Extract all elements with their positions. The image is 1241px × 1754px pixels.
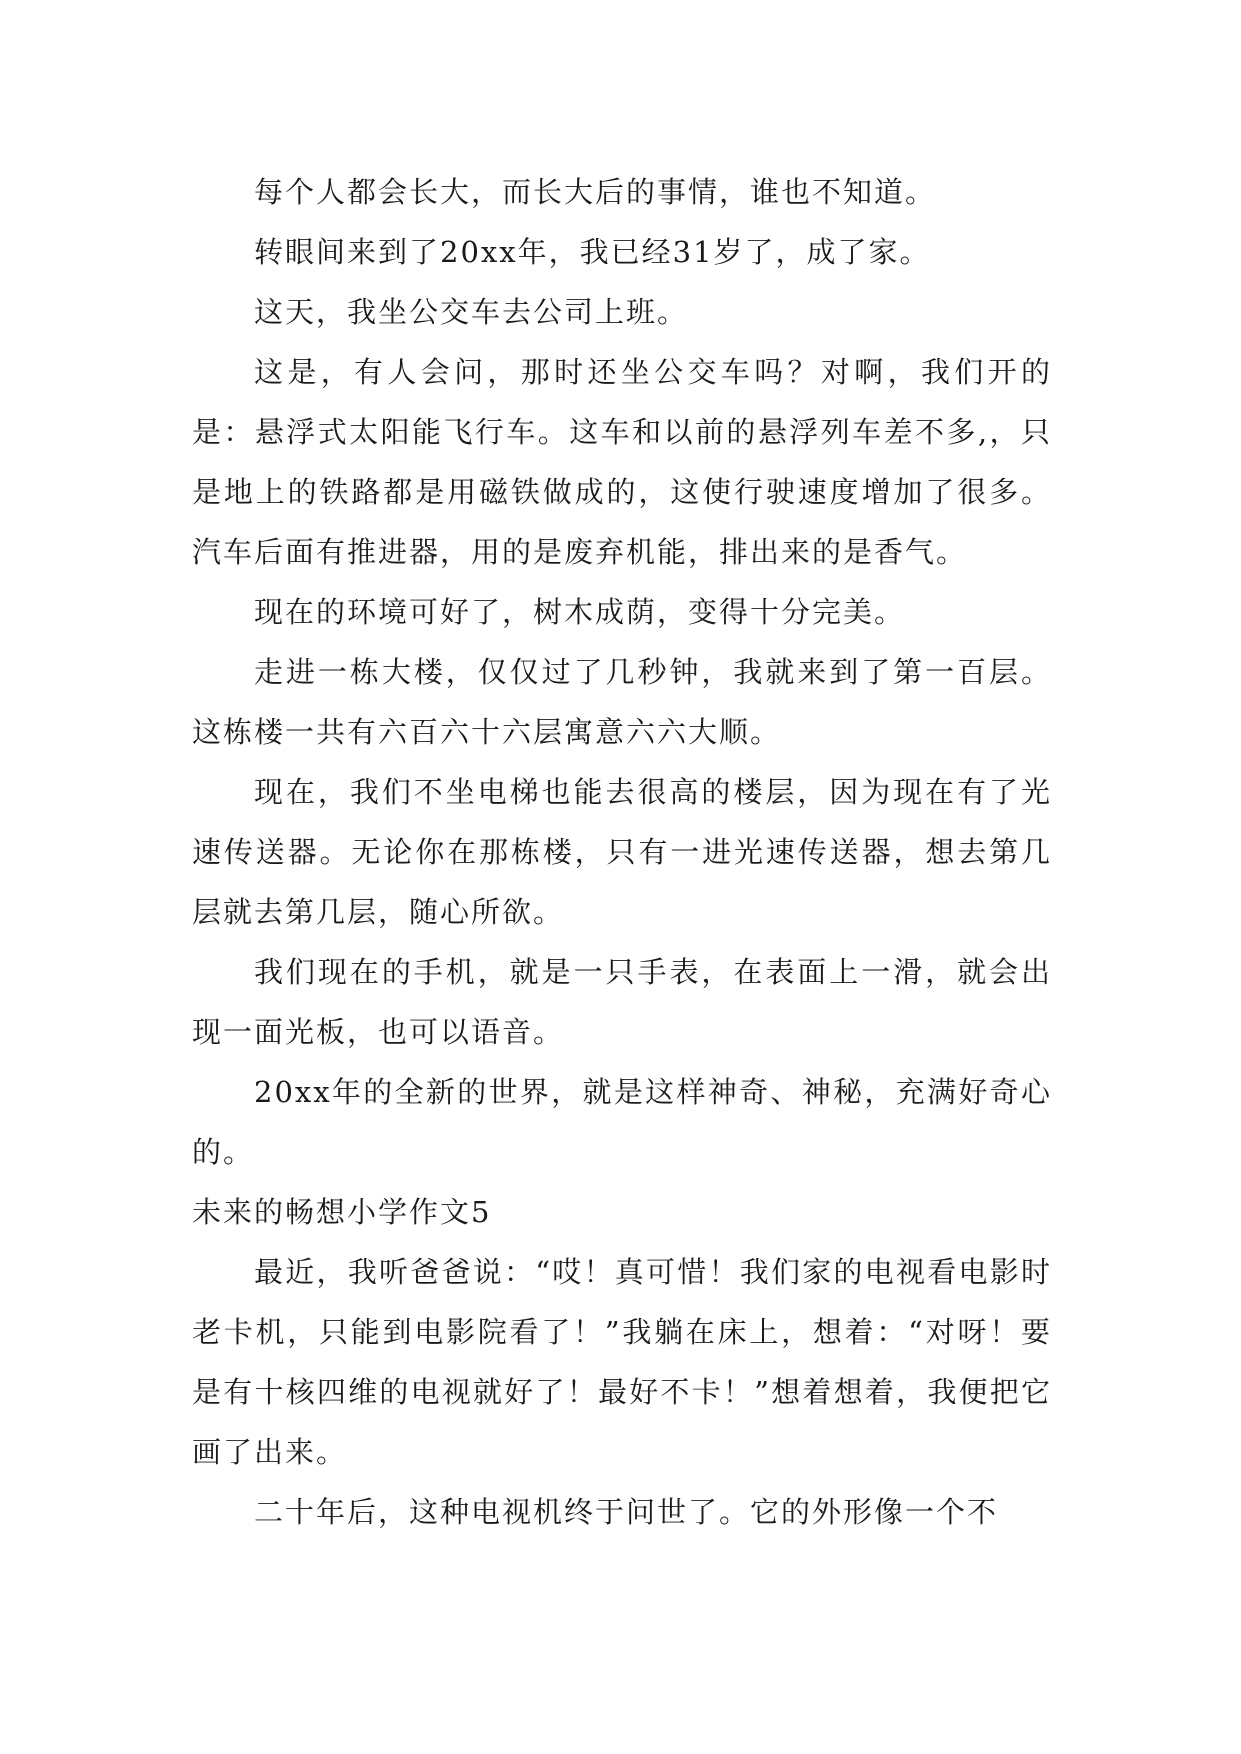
- paragraph: 走进一栋大楼，仅仅过了几秒钟，我就来到了第一百层。这栋楼一共有六百六十六层寓意六六大顺。: [192, 655, 1052, 749]
- paragraph: 现在的环境可好了，树木成荫，变得十分完美。: [254, 595, 906, 629]
- paragraph: 每个人都会长大，而长大后的事情，谁也不知道。: [254, 175, 937, 209]
- paragraph: 这是，有人会问，那时还坐公交车吗？对啊，我们开的是：悬浮式太阳能飞行车。这车和以前的悬浮列车差不多,，只是地上的铁路都是用磁铁做成的，这使行驶速度增加了很多。汽车后面有推进器，用的是废弃机能，排出来的是香气。: [192, 355, 1052, 569]
- section-title: 未来的畅想小学作文5: [192, 1195, 492, 1229]
- paragraph: 转眼间来到了20xx年，我已经31岁了，成了家。: [254, 235, 931, 269]
- paragraph: 我们现在的手机，就是一只手表，在表面上一滑，就会出现一面光板，也可以语音。: [192, 955, 1052, 1049]
- paragraph: 最近，我听爸爸说：“哎！真可惜！我们家的电视看电影时老卡机，只能到电影院看了！”我躺在床上，想着：“对呀！要是有十核四维的电视就好了！最好不卡！”想着想着，我便把它画了出来。: [192, 1255, 1052, 1469]
- paragraph: 现在，我们不坐电梯也能去很高的楼层，因为现在有了光速传送器。无论你在那栋楼，只有一进光速传送器，想去第几层就去第几层，随心所欲。: [192, 775, 1052, 929]
- document-body: [192, 162, 1052, 1542]
- paragraph: 20xx年的全新的世界，就是这样神奇、神秘，充满好奇心的。: [192, 1075, 1052, 1169]
- paragraph: 二十年后，这种电视机终于问世了。它的外形像一个不: [254, 1495, 999, 1529]
- paragraph: 这天，我坐公交车去公司上班。: [254, 295, 689, 329]
